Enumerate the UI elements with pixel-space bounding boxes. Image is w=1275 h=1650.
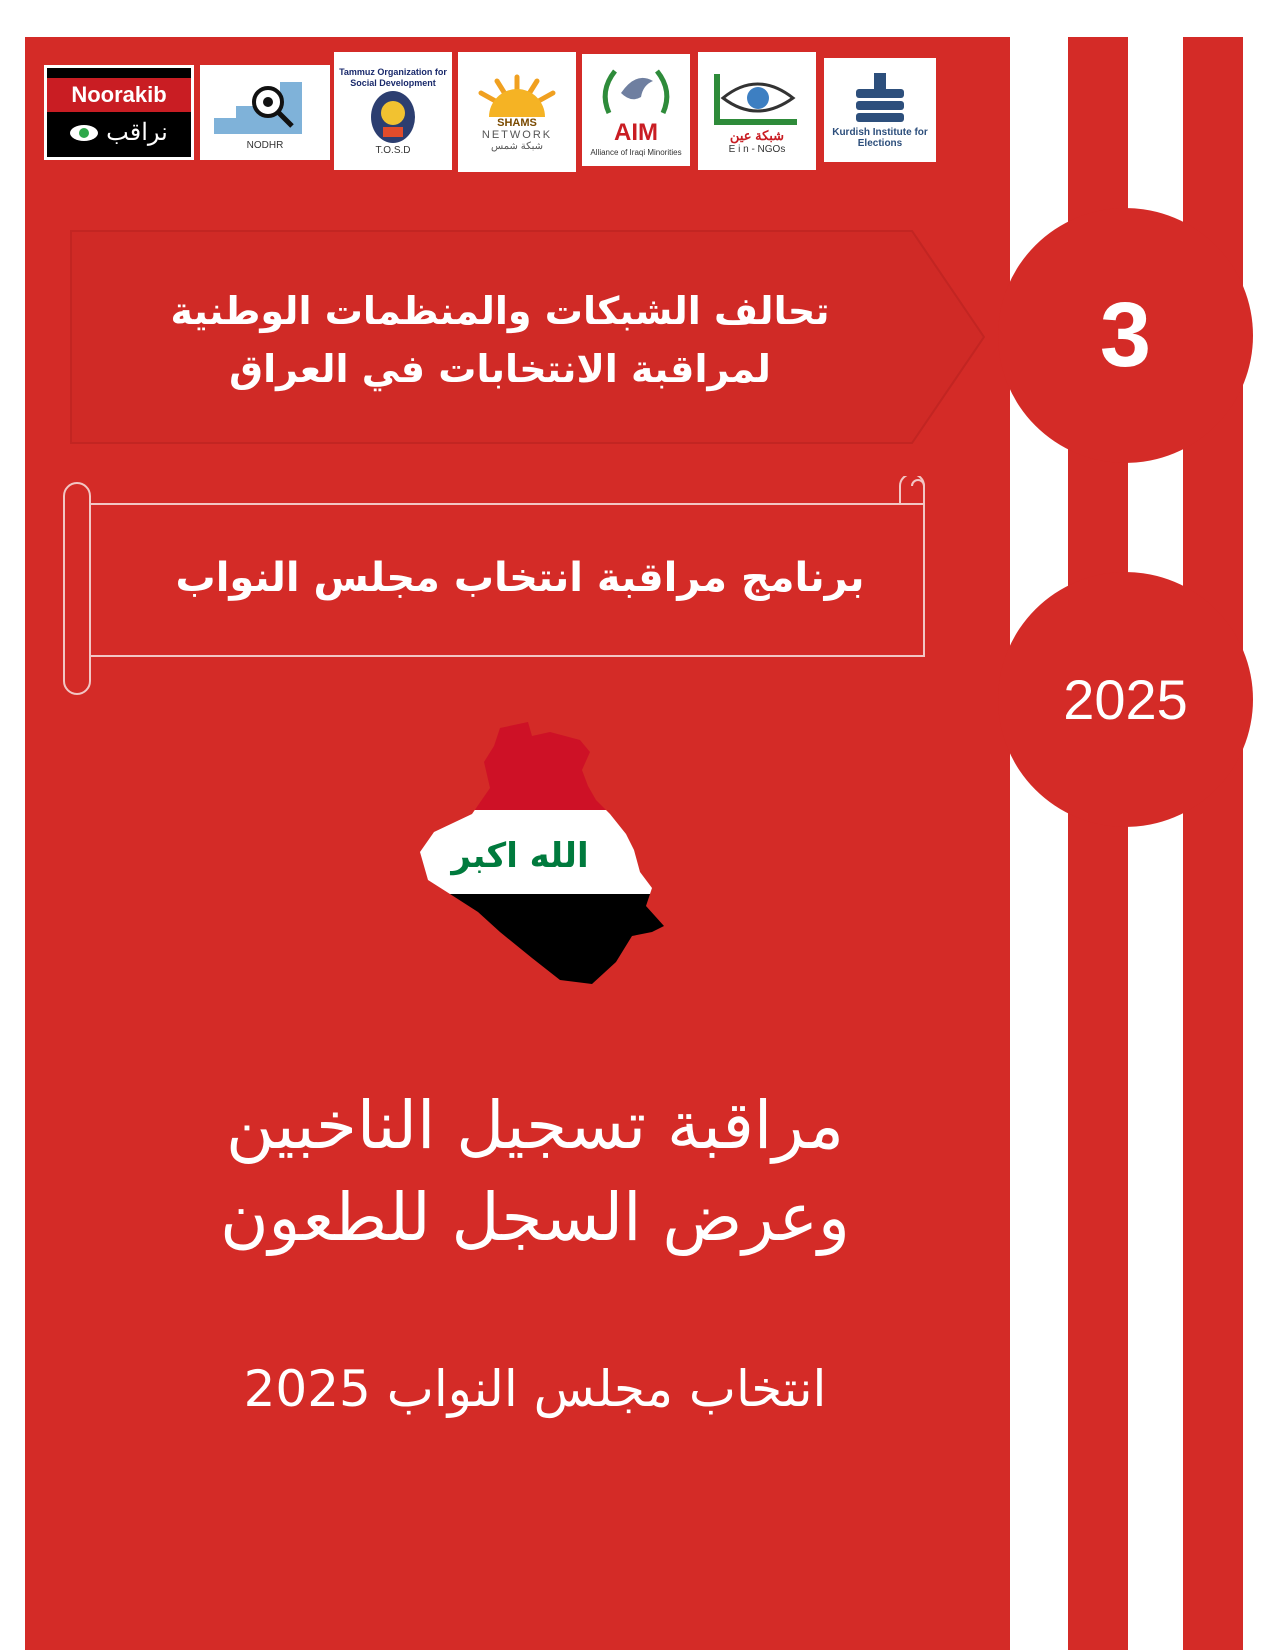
- kurdish-institute-logo: Kurdish Institute for Elections: [824, 58, 936, 162]
- report-title: [120, 1080, 950, 1264]
- coalition-name: [110, 282, 890, 398]
- ballot-books-icon: [848, 71, 912, 127]
- iraq-flag-map: [420, 722, 690, 984]
- noorakib-logo: [44, 65, 194, 160]
- noorakib-logo-top: Noorakib: [47, 78, 191, 112]
- magnifier-stairs-icon: [210, 74, 320, 140]
- noorakib-logo-bottom: نراقب: [70, 118, 168, 147]
- coalition-name-line2: لمراقبة الانتخابات في العراق: [229, 347, 771, 391]
- report-title-line1: مراقبة تسجيل الناخبين: [225, 1087, 844, 1164]
- report-title-line2: وعرض السجل للطعون: [220, 1179, 850, 1256]
- program-name: برنامج مراقبة انتخاب مجلس النواب: [175, 555, 865, 601]
- sun-icon: [467, 73, 567, 117]
- coalition-name-line1: تحالف الشبكات والمنظمات الوطنية: [170, 289, 830, 333]
- tosd-emblem-icon: [363, 89, 423, 145]
- election-subtitle: انتخاب مجلس النواب 2025: [243, 1360, 827, 1418]
- eye-icon: [70, 125, 98, 141]
- tosd-logo: Tammuz Organization for Social Development T.O.S.D: [334, 52, 452, 170]
- nodhr-logo: NODHR: [200, 65, 330, 160]
- aim-logo: AIM Alliance of Iraqi Minorities: [582, 54, 690, 166]
- ein-network-logo: شبكة عين E i n - NGOs: [698, 52, 816, 170]
- dove-wreath-icon: [591, 63, 681, 119]
- partner-logos: [44, 52, 994, 182]
- shams-network-logo: SHAMS NETWORK شبكة شمس: [458, 52, 576, 172]
- year-badge: 2025: [998, 572, 1253, 827]
- flag-takbir-text: الله اكبر: [451, 836, 589, 876]
- eye-globe-icon: [709, 68, 805, 128]
- volume-number-badge: 3: [998, 208, 1253, 463]
